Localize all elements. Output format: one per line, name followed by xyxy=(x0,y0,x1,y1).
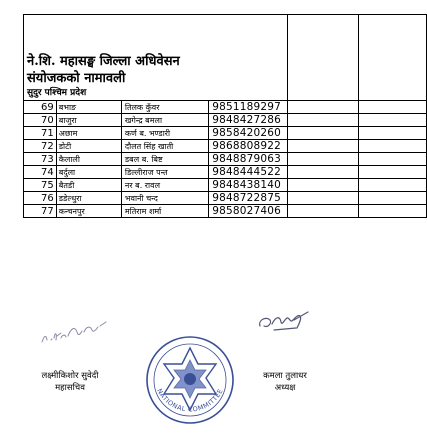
district-cell: बर्दुला xyxy=(56,166,121,179)
empty-cell xyxy=(287,166,358,179)
serial-number-cell: 76 xyxy=(24,192,57,205)
empty-cell xyxy=(287,140,358,153)
table-row xyxy=(24,153,427,166)
convener-name-cell: दौलत सिंह खाती xyxy=(121,140,208,153)
convener-name-cell: नर ब. रावल xyxy=(121,179,208,192)
table-row xyxy=(24,101,427,114)
president-signature xyxy=(254,306,314,336)
convener-name-cell: डिल्लीराज पन्त xyxy=(121,166,208,179)
empty-cell xyxy=(287,101,358,114)
national-committee-seal xyxy=(140,330,240,430)
phone-number-cell: 9848438140 xyxy=(209,179,288,192)
serial-number-cell: 77 xyxy=(24,205,57,218)
table-row xyxy=(24,140,427,153)
convener-name-cell: तिलक कुँवर xyxy=(121,101,208,114)
phone-number-cell: 9868808922 xyxy=(209,140,288,153)
table-row xyxy=(24,205,427,218)
empty-cell xyxy=(358,114,426,127)
empty-cell xyxy=(358,179,426,192)
header-row xyxy=(24,15,427,101)
document-title-line-2: संयोजकको नामावली xyxy=(27,71,126,86)
convener-name-cell: खगेन्द्र बमला xyxy=(121,114,208,127)
phone-number-cell: 9848444522 xyxy=(209,166,288,179)
district-cell: बभाङ xyxy=(56,101,121,114)
empty-cell xyxy=(358,153,426,166)
phone-number-cell: 9848427286 xyxy=(209,114,288,127)
phone-number-cell: 9848722875 xyxy=(209,192,288,205)
convener-name-cell: कर्ण ब. भण्डारी xyxy=(121,127,208,140)
district-cell: अछाम xyxy=(56,127,121,140)
convener-name-cell: भवानी चन्द xyxy=(121,192,208,205)
president-name: कमला तुलाधर xyxy=(263,371,307,381)
empty-cell xyxy=(287,192,358,205)
province-label: सुदुर पश्चिम प्रदेश xyxy=(27,88,87,98)
serial-number-cell: 69 xyxy=(24,101,57,114)
empty-cell xyxy=(358,140,426,153)
serial-number-cell: 73 xyxy=(24,153,57,166)
district-cell: बैतडी xyxy=(56,179,121,192)
convener-table xyxy=(23,14,427,218)
president-block xyxy=(248,370,322,394)
empty-cell xyxy=(358,166,426,179)
convener-name-cell: मतिराम शर्मा xyxy=(121,205,208,218)
president-role: अध्यक्ष xyxy=(274,383,296,393)
empty-cell xyxy=(287,127,358,140)
empty-cell xyxy=(287,179,358,192)
serial-number-cell: 72 xyxy=(24,140,57,153)
general-secretary-name: लक्ष्मीकिशोर सुवेदी xyxy=(41,371,99,381)
district-cell: कन्चनपुर xyxy=(56,205,121,218)
document-title-line-1: ने.शि. महासङ्घ जिल्ला अधिवेसन xyxy=(27,54,180,69)
district-cell: कैलाली xyxy=(56,153,121,166)
convener-name-cell: डबल ब. बिष्ट xyxy=(121,153,208,166)
seal-text: NATIONAL COMMITTEE xyxy=(155,387,225,414)
empty-cell xyxy=(358,101,426,114)
table-row xyxy=(24,114,427,127)
empty-cell xyxy=(358,192,426,205)
table-row xyxy=(24,179,427,192)
empty-header-cell xyxy=(358,15,426,101)
phone-number-cell: 9848879063 xyxy=(209,153,288,166)
title-cell xyxy=(24,15,288,101)
general-secretary-role: महासचिव xyxy=(55,383,85,393)
serial-number-cell: 75 xyxy=(24,179,57,192)
table-row xyxy=(24,192,427,205)
phone-number-cell: 9858027406 xyxy=(209,205,288,218)
table-row xyxy=(24,127,427,140)
empty-cell xyxy=(358,127,426,140)
district-cell: डडेल्धुरा xyxy=(56,192,121,205)
general-secretary-signature xyxy=(38,318,110,348)
serial-number-cell: 71 xyxy=(24,127,57,140)
empty-cell xyxy=(287,114,358,127)
empty-cell xyxy=(358,205,426,218)
phone-number-cell: 9858420260 xyxy=(209,127,288,140)
district-cell: डोटी xyxy=(56,140,121,153)
empty-cell xyxy=(287,205,358,218)
phone-number-cell: 9851189297 xyxy=(209,101,288,114)
empty-header-cell xyxy=(287,15,358,101)
general-secretary-block xyxy=(30,370,110,394)
empty-cell xyxy=(287,153,358,166)
serial-number-cell: 74 xyxy=(24,166,57,179)
table-row xyxy=(24,166,427,179)
serial-number-cell: 70 xyxy=(24,114,57,127)
district-cell: बाजुरा xyxy=(56,114,121,127)
